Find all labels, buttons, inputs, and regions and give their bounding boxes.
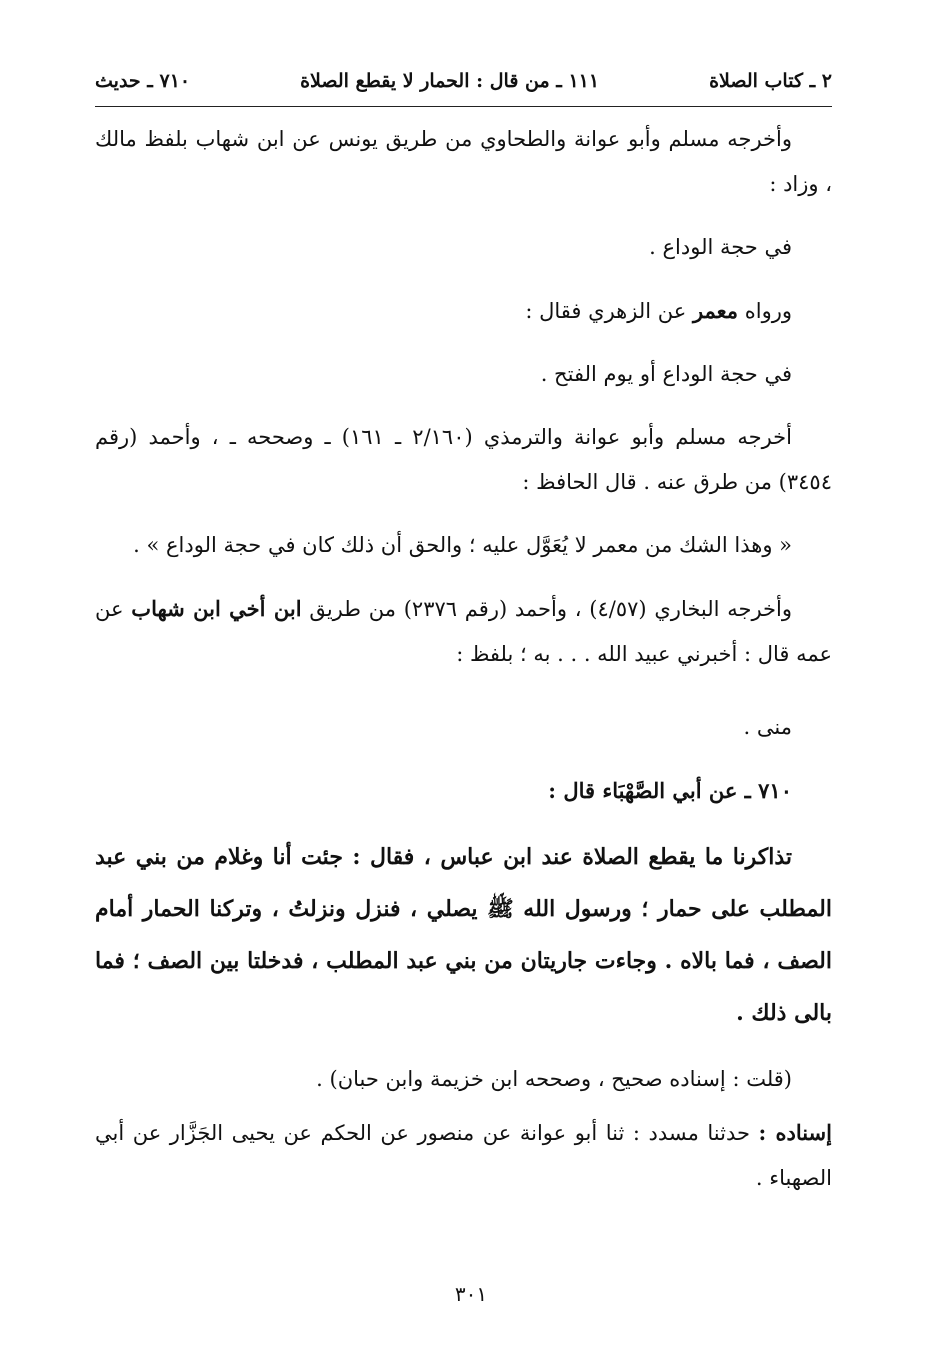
paragraph-muslim-takhrij: وأخرجه مسلم وأبو عوانة والطحاوي من طريق يونس عن ابن شهاب بلفظ مالك ، وزاد : <box>95 127 832 196</box>
hadith-text: تذاكرنا ما يقطع الصلاة عند ابن عباس ، فقال : جئت أنا وغلام من بني عبد المطلب على حمار ؛ ورسول الله ﷺ يصلي ، فنزل ونزلتُ ، وتركنا الحمار أمام الصف ، فما بالاه . وجاءت جاريتان من بني عبد المطلب ، فدخلتا بين الصف ؛ فما بالى ذلك . <box>95 844 832 1026</box>
page-number: ٣٠١ <box>454 1282 488 1306</box>
text-segment: عن الزهري فقال : <box>525 299 687 323</box>
document-page <box>95 70 832 1201</box>
paragraph-hajj-or-fath: في حجة الوداع أو يوم الفتح . <box>540 362 792 386</box>
isnad-label: إسناده : <box>758 1120 832 1145</box>
narrator-name: معمر <box>692 298 739 323</box>
header-chapter-title: ١١١ ـ من قال : الحمار لا يقطع الصلاة <box>300 70 600 92</box>
text-segment: وأخرجه البخاري (٤/٥٧) ، وأحمد (رقم ٢٣٧٦) من طريق <box>309 597 793 621</box>
text-segment: حدثنا مسدد : ثنا أبو عوانة عن منصور عن الحكم عن يحيى الجَزَّار عن أبي الصهباء . <box>95 1121 832 1190</box>
paragraph-isnad <box>95 1110 832 1201</box>
paragraph-hafiz-quote: « وهذا الشك من معمر لا يُعَوَّل عليه ؛ والحق أن ذلك كان في حجة الوداع » . <box>133 533 792 557</box>
page-body <box>95 117 832 1201</box>
paragraph-hajj-wada: في حجة الوداع . <box>649 235 792 259</box>
paragraph-mina: منى . <box>743 715 792 739</box>
text-segment: ورواه <box>744 299 792 323</box>
hadith-heading: ٧١٠ ـ عن أبي الصَّهْبَاء قال : <box>548 778 792 803</box>
paragraph-mamar-riwaya <box>95 288 832 334</box>
header-hadith-number: ٧١٠ ـ حديث <box>95 70 191 92</box>
paragraph-bukhari-takhrij <box>95 586 832 677</box>
narrator-name: ابن أخي ابن شهاب <box>131 596 302 621</box>
paragraph-tirmidhi-takhrij: أخرجه مسلم وأبو عوانة والترمذي (٢/١٦٠ ـ ١٦١) ـ وصححه ـ ، وأحمد (رقم ٣٤٥٤) من طرق عنه . قال الحافظ : <box>95 425 832 494</box>
text-segment: عن عمه قال : أخبرني عبيد الله . . . به ؛ بلفظ : <box>95 597 832 666</box>
header-book-title: ٢ ـ كتاب الصلاة <box>709 70 832 92</box>
running-header <box>95 70 832 107</box>
paragraph-grading: (قلت : إسناده صحيح ، وصححه ابن خزيمة وابن حبان) . <box>316 1067 792 1091</box>
